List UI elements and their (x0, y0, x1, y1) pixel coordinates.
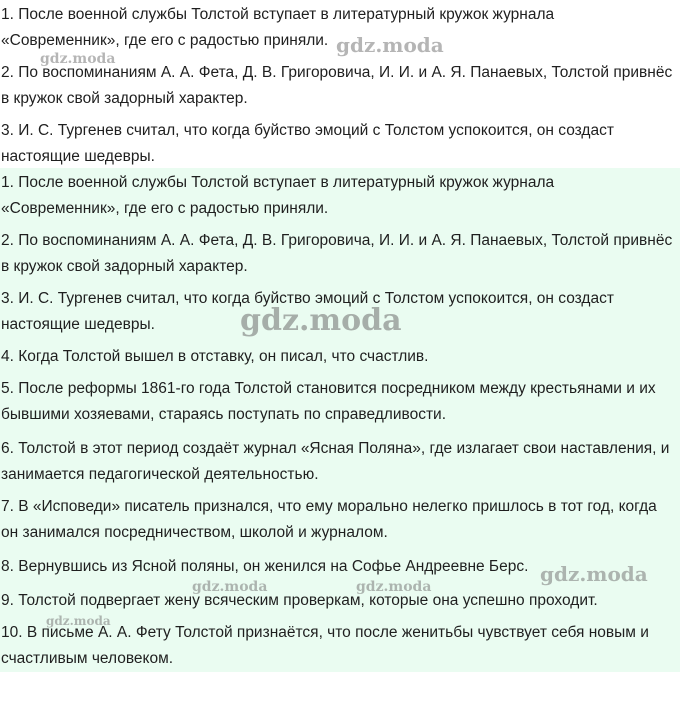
question-block (0, 0, 680, 168)
question-item-1: 1. После военной службы Толстой вступает в литературный кружок журнала «Современник», где его с радостью приняли. (1, 6, 555, 49)
answer-item-5: 5. После реформы 1861-го года Толстой становится посредником между крестьянами и их бывшими хозяевами, стараясь поступать по справедливости. (1, 380, 656, 423)
watermark: gdz.moda (192, 579, 268, 595)
watermark: gdz.moda (240, 303, 402, 338)
answer-item-9: 9. Толстой подвергает жену всяческим проверкам, которые она успешно проходит. (1, 592, 598, 609)
answer-item-2: 2. По воспоминаниям А. А. Фета, Д. В. Григоровича, И. И. и А. Я. Панаевых, Толстой привнёс в кружок свой задорный характер. (1, 232, 673, 275)
watermark: gdz.moda (540, 562, 648, 586)
watermark: gdz.moda (356, 579, 432, 595)
question-item-3: 3. И. С. Тургенев считал, что когда буйство эмоций с Толстом успокоится, он создаст настоящие шедевры. (1, 122, 614, 165)
watermark: gdz.moda (40, 51, 116, 67)
answer-item-10: 10. В письме А. А. Фету Толстой признаётся, что после женитьбы чувствует себя новым и счастливым человеком. (1, 624, 649, 667)
watermark: gdz.moda (46, 614, 111, 628)
answer-block (0, 168, 680, 672)
question-item-2: 2. По воспоминаниям А. А. Фета, Д. В. Григоровича, И. И. и А. Я. Панаевых, Толстой привнёс в кружок свой задорный характер. (1, 64, 673, 107)
answer-item-4: 4. Когда Толстой вышел в отставку, он писал, что счастлив. (1, 348, 429, 365)
answer-item-3: 3. И. С. Тургенев считал, что когда буйство эмоций с Толстом успокоится, он создаст настоящие шедевры. (1, 290, 614, 333)
answer-item-6: 6. Толстой в этот период создаёт журнал «Ясная Поляна», где излагает свои наставления, и занимается педагогической деятельностью. (1, 440, 670, 483)
answer-item-8: 8. Вернувшись из Ясной поляны, он женился на Софье Андреевне Берс. (1, 558, 529, 575)
answer-item-7: 7. В «Исповеди» писатель признался, что ему морально нелегко пришлось в тот год, когда он занимался посредничеством, школой и журналом. (1, 498, 657, 541)
watermark: gdz.moda (336, 33, 444, 57)
answer-item-1: 1. После военной службы Толстой вступает в литературный кружок журнала «Современник», где его с радостью приняли. (1, 174, 555, 217)
